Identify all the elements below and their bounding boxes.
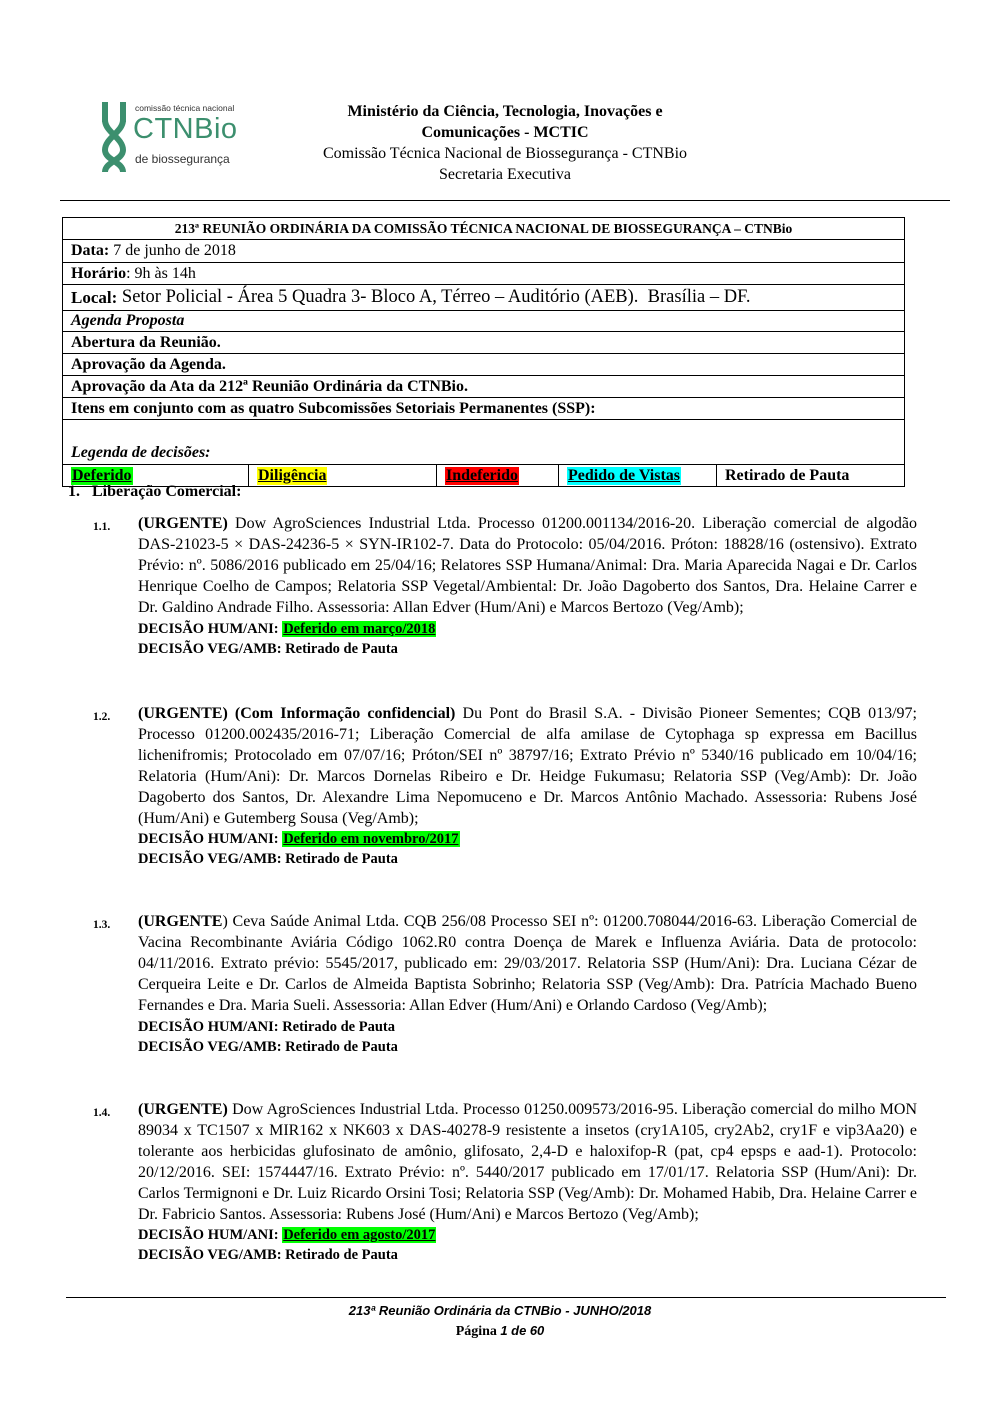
item-body	[138, 514, 917, 619]
legend-cell-retirado	[717, 465, 904, 486]
agenda-item	[93, 514, 917, 659]
header-ministry: Ministério da Ciência, Tecnologia, Inovações e	[347, 103, 663, 120]
logo-bottom-text: de biossegurança	[135, 152, 230, 166]
legend-diligencia: Diligência	[258, 466, 327, 484]
legend-pedido-vistas: Pedido de Vistas	[568, 466, 681, 484]
logo-brand: CTNBio	[133, 113, 238, 145]
decision-hum-ani	[138, 1225, 917, 1245]
agenda-item	[93, 704, 918, 869]
item-number: 1.4.	[93, 1107, 111, 1119]
decision-hum-ani-label: DECISÃO HUM/ANI:	[138, 1227, 283, 1244]
local-label: Local:	[71, 287, 118, 307]
decision-veg-amb: DECISÃO VEG/AMB: Retirado de Pauta	[138, 640, 398, 657]
page-header	[290, 101, 720, 185]
ctnbio-logo	[99, 98, 249, 176]
legend-indeferido: Indeferido	[446, 466, 518, 484]
footer-page-number	[0, 1323, 1000, 1340]
decision-veg-amb: DECISÃO VEG/AMB: Retirado de Pauta	[138, 1247, 398, 1264]
agenda-proposta: Agenda Proposta	[63, 311, 904, 332]
agenda-item	[93, 1100, 917, 1265]
item-lead: (URGENTE)	[138, 515, 228, 532]
agenda-abertura: Abertura da Reunião.	[63, 332, 904, 354]
decision-hum-ani-value: Deferido em novembro/2017	[283, 831, 459, 848]
agenda-item	[93, 912, 917, 1057]
item-lead: (URGENTE) (Com Informação confidencial)	[138, 705, 456, 722]
section-heading: 1. Liberação Comercial:	[68, 483, 242, 500]
item-lead: (URGENTE	[138, 913, 223, 930]
item-text: Dow AgroSciences Industrial Ltda. Processo 01250.009573/2016-95. Liberação comercial do milho MON 89034 x TC1507 x MIR162 x NK603 x DAS-40278-9 resistente a insetos (cry1A105, cry2Ab2, cry1F e vip3Aa20) e tolerante aos herbicidas glufosinato de amônio, glifosato, 2,4-D e haloxifop-R (pat, cp4 epsps e aad-1). Protocolo: 20/12/2016. SEI: 1574447/16. Extrato Prévio: nº. 5440/2017 publicado em 17/01/17. Relatoria SSP (Hum/Ani): Dr. Carlos Termignoni e Dr. Luiz Ricardo Orsini Tosi; Relatoria SSP (Veg/Amb): Dr. Mohamed Habib, Dra. Helaine Carrer e Dr. Fabricio Santos. Assessoria: Rubens José (Hum/Ani) e Marcos Bertozo (Veg/Amb);	[138, 1101, 917, 1223]
ctnbio-emblem-icon	[99, 98, 129, 176]
item-text: Du Pont do Brasil S.A. - Divisão Pioneer Sementes; CQB 013/97; Processo 01200.002435/2016-71; Liberação Comercial de alfa amilase de Cytophaga sp expressa em Bacillus lichenifromis; Protocolado em 07/07/16; Próton/SEI nº 38797/16; Extrato Prévio nº 5340/16 publicado em 10/04/16; Relatoria (Hum/Ani): Dr. Marcos Dornelas Ribeiro e Dr. Heidge Fukumasu; Relatoria SSP (Veg/Amb): Dr. João Dagoberto dos Santos, Dr. Alexandre Lima Nepomuceno e Dr. Marcos Antônio Machado. Assessoria: Rubens José (Hum/Ani) e Gutemberg Sousa (Veg/Amb);	[138, 705, 918, 827]
local-value: Setor Policial - Área 5 Quadra 3- Bloco A, Térreo – Auditório (AEB). Brasília – DF.	[117, 287, 751, 307]
legend-deferido: Deferido	[72, 466, 132, 484]
legend-retirado: Retirado de Pauta	[725, 466, 850, 484]
time-label: Horário	[71, 264, 127, 282]
date-label: Data:	[71, 242, 110, 259]
agenda-itens: Itens em conjunto com as quatro Subcomissões Setoriais Permanentes (SSP):	[63, 398, 904, 420]
item-body	[138, 912, 917, 1017]
header-secretariat: Secretaria Executiva	[439, 166, 571, 183]
footer-page-current: 1	[500, 1323, 508, 1338]
item-text: Dow AgroSciences Industrial Ltda. Processo 01200.001134/2016-20. Liberação comercial de algodão DAS-21023-5 × DAS-24236-5 × SYN-IR102-7. Data do Protocolo: 05/04/2016. Próton: 18828/16 (ostensivo). Extrato Prévio: nº. 5086/2016 publicado em 25/04/16; Relatores SSP Humana/Animal: Dra. Maria Aparecida Nagai e Dr. Carlos Henrique Coelho de Campos; Relatoria SSP Vegetal/Ambiental: Dr. João Dagoberto dos Santos, Dra. Helaine Carrer e Dr. Galdino Andrade Filho. Assessoria: Allan Edver (Hum/Ani) e Marcos Bertozo (Veg/Amb);	[138, 515, 917, 616]
logo-top-text: comissão técnica nacional	[135, 103, 235, 113]
agenda-local-row	[63, 285, 904, 311]
header-ministry-2: Comunicações - MCTIC	[421, 124, 589, 141]
item-number: 1.3.	[93, 919, 111, 931]
agenda-table	[62, 217, 905, 487]
footer-page-total: 60	[529, 1323, 545, 1338]
legend-cell-pedido-vistas	[559, 465, 717, 486]
footer-of-word: de	[511, 1323, 527, 1338]
item-number: 1.2.	[93, 711, 111, 723]
agenda-time-row	[63, 263, 904, 285]
decision-hum-ani	[138, 829, 917, 849]
agenda-aprovacao-agenda: Aprovação da Agenda.	[63, 354, 904, 376]
footer-page-word: Página	[455, 1324, 497, 1339]
agenda-date-row	[63, 240, 904, 263]
decision-hum-ani-label: DECISÃO HUM/ANI:	[138, 620, 283, 637]
item-lead: (URGENTE)	[138, 1101, 228, 1118]
footer-divider	[66, 1297, 946, 1298]
time-value: : 9h às 14h	[126, 264, 196, 282]
legend-cell-indeferido	[437, 465, 559, 486]
footer-meeting: 213ª Reunião Ordinária da CTNBio - JUNHO/2018	[348, 1303, 652, 1318]
agenda-legenda: Legenda de decisões:	[63, 420, 904, 465]
agenda-aprovacao-ata: Aprovação da Ata da 212ª Reunião Ordinária da CTNBio.	[63, 376, 904, 398]
agenda-title: 213ª REUNIÃO ORDINÁRIA DA COMISSÃO TÉCNICA NACIONAL DE BIOSSEGURANÇA – CTNBio	[63, 218, 904, 240]
item-body	[138, 704, 917, 829]
item-body	[138, 1100, 917, 1225]
header-divider	[60, 200, 950, 201]
decision-veg-amb: DECISÃO VEG/AMB: Retirado de Pauta	[138, 851, 398, 868]
date-value: 7 de junho de 2018	[109, 242, 236, 259]
decision-hum-ani-value: Deferido em agosto/2017	[283, 1227, 436, 1244]
decision-veg-amb: DECISÃO VEG/AMB: Retirado de Pauta	[138, 1038, 398, 1055]
item-text: ) Ceva Saúde Animal Ltda. CQB 256/08 Processo SEI nº: 01200.708044/2016-63. Liberação Comercial de Vacina Recombinante Aviária Código 1062.R0 contra Doença de Marek e Influenza Aviária. Data de protocolo: 04/11/2016. Extrato prévio: 5545/2017, publicado em: 29/03/2017. Relatoria SSP (Hum/Ani): Dra. Luciana Cézar de Cerqueira Leite e Dr. Carlos de Almeida Baptista Sobrinho; Relatoria SSP (Veg/Amb): Dra. Patrícia Machado Bueno Fernandes e Dra. Maria Sueli. Assessoria: Allan Edver (Hum/Ani) e Orlando Cardoso (Veg/Amb);	[138, 913, 917, 1014]
decision-hum-ani: DECISÃO HUM/ANI: Retirado de Pauta	[138, 1018, 395, 1035]
decision-hum-ani	[138, 619, 917, 639]
decision-hum-ani-label: DECISÃO HUM/ANI:	[138, 831, 283, 848]
item-number: 1.1.	[93, 521, 111, 533]
header-commission: Comissão Técnica Nacional de Biossegurança - CTNBio	[322, 145, 688, 162]
legend-cell-diligencia	[249, 465, 437, 486]
decision-hum-ani-value: Deferido em março/2018	[283, 620, 436, 637]
